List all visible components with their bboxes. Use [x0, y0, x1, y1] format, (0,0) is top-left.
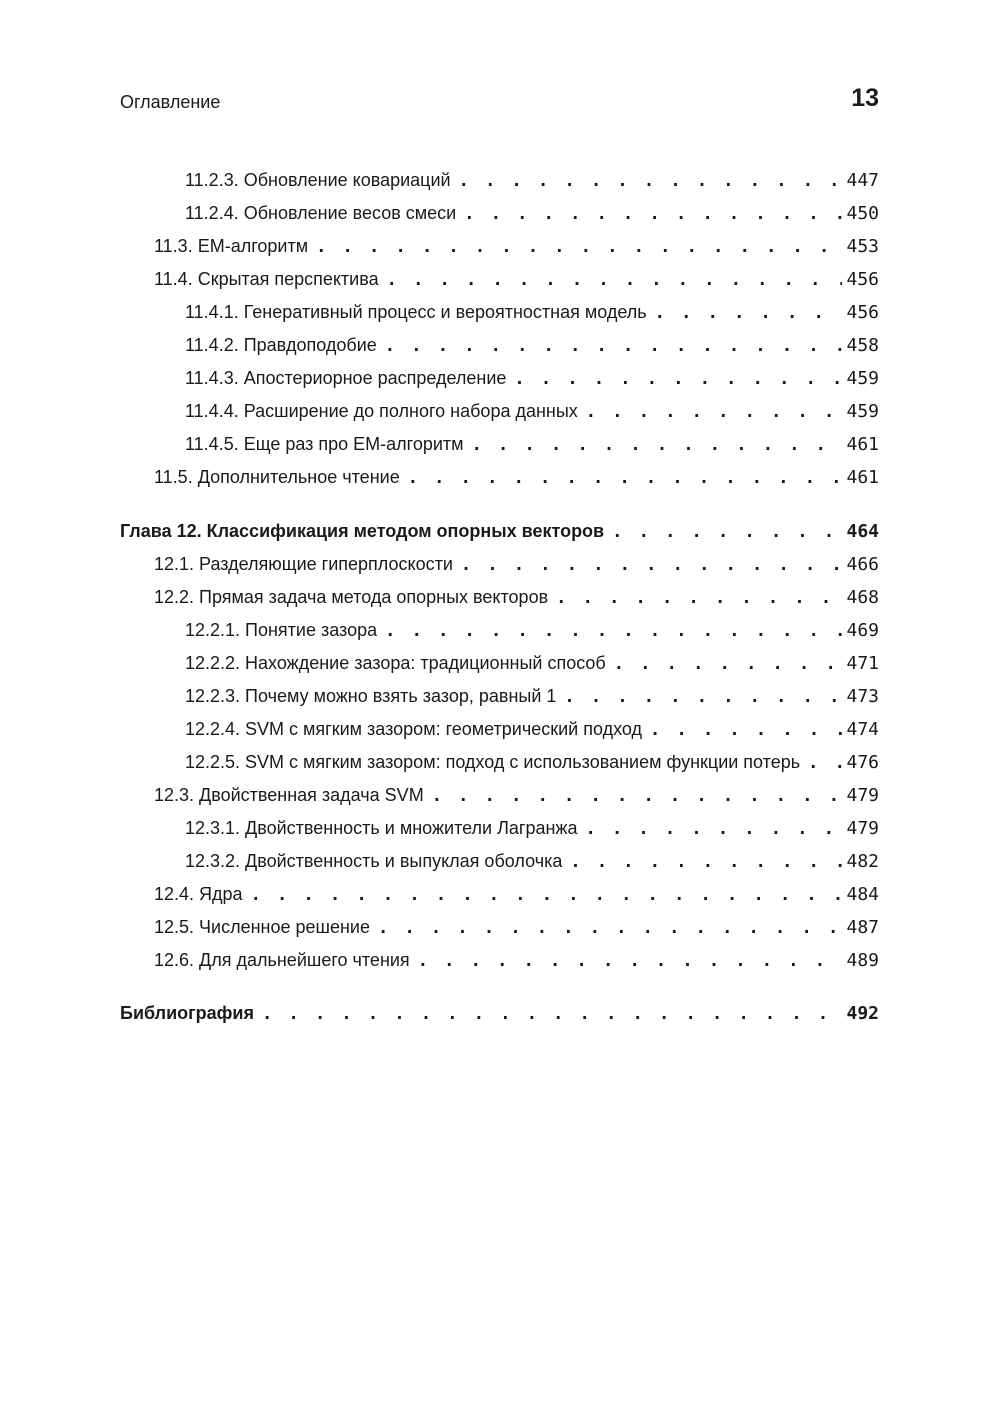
page-header [120, 84, 879, 118]
toc-entry-page: 464 [846, 521, 879, 542]
toc-entry-title: 12.2.2. Нахождение зазора: традиционный способ [185, 653, 606, 673]
toc-entry-title: 11.4.1. Генеративный процесс и вероятностная модель [185, 302, 647, 322]
toc-entry-page: 468 [846, 587, 879, 608]
toc-entry[interactable] [120, 944, 879, 977]
dot-leader [262, 998, 842, 1030]
dot-leader [385, 330, 843, 362]
toc-entry-page: 484 [846, 884, 879, 905]
toc-entry-title: 12.2.4. SVM с мягким зазором: геометрический подход [185, 719, 643, 739]
toc-entry[interactable] [120, 329, 879, 362]
toc-entry[interactable] [120, 581, 879, 614]
toc-entry-title: 11.4.3. Апостериорное распределение [185, 368, 507, 388]
toc-entry[interactable] [120, 614, 879, 647]
toc-entry-page: 482 [846, 851, 879, 872]
toc-entry-title: 11.2.3. Обновление ковариаций [185, 170, 451, 190]
toc-entry-page: 459 [846, 368, 879, 389]
toc-entry-page: 458 [846, 335, 879, 356]
toc-entry-page: 471 [846, 653, 879, 674]
toc-chapter-entry[interactable] [120, 997, 879, 1030]
toc-entry-title: 11.4. Скрытая перспектива [154, 269, 379, 289]
toc-entry-title: 12.6. Для дальнейшего чтения [154, 950, 410, 970]
toc-entry-page: 473 [846, 686, 879, 707]
toc-entry[interactable] [120, 878, 879, 911]
toc-entry[interactable] [120, 911, 879, 944]
dot-leader [614, 648, 843, 680]
toc-entry-title: 11.4.2. Правдоподобие [185, 335, 377, 355]
toc-entry-title: 12.3.2. Двойственность и выпуклая оболочка [185, 851, 563, 871]
toc-entry-title: 12.5. Численное решение [154, 917, 370, 937]
toc-entry-title: 12.1. Разделяющие гиперплоскости [154, 554, 453, 574]
toc-entry-page: 476 [846, 752, 879, 773]
dot-leader [461, 549, 843, 581]
dot-leader [586, 396, 843, 428]
toc-entry[interactable] [120, 713, 879, 746]
toc-entry-page: 447 [846, 170, 879, 191]
toc-entry-title: Глава 12. Классификация методом опорных векторов [120, 521, 605, 541]
toc-entry[interactable] [120, 812, 879, 845]
dot-leader [808, 747, 842, 779]
toc-entry[interactable] [120, 680, 879, 713]
toc-entry-title: 12.2. Прямая задача метода опорных векторов [154, 587, 549, 607]
toc-entry-page: 479 [846, 818, 879, 839]
toc-entry-page: 459 [846, 401, 879, 422]
dot-leader [385, 615, 842, 647]
dot-leader [650, 714, 842, 746]
toc-entry[interactable] [120, 164, 879, 197]
dot-leader [514, 363, 842, 395]
dot-leader [251, 879, 843, 911]
toc-entry-page: 492 [846, 1003, 879, 1024]
toc-entry[interactable] [120, 395, 879, 428]
dot-leader [408, 462, 843, 494]
toc-entry[interactable] [120, 746, 879, 779]
dot-leader [556, 582, 842, 614]
toc-entry-title: 12.2.1. Понятие зазора [185, 620, 378, 640]
dot-leader [585, 813, 842, 845]
dot-leader [387, 264, 843, 296]
toc-entry[interactable] [120, 230, 879, 263]
dot-leader [464, 198, 842, 230]
dot-leader [459, 165, 843, 197]
dot-leader [564, 681, 842, 713]
toc-entry[interactable] [120, 647, 879, 680]
toc-entry-page: 456 [846, 269, 879, 290]
toc-entry-page: 489 [846, 950, 879, 971]
dot-leader [570, 846, 842, 878]
toc-entry[interactable] [120, 461, 879, 494]
toc-entry-page: 474 [846, 719, 879, 740]
toc-entry-page: 450 [846, 203, 879, 224]
dot-leader [432, 780, 843, 812]
table-of-contents [120, 164, 879, 1030]
toc-entry-title: 12.4. Ядра [154, 884, 243, 904]
toc-entry[interactable] [120, 428, 879, 461]
toc-entry[interactable] [120, 197, 879, 230]
toc-entry-page: 456 [846, 302, 879, 323]
page-number: 13 [851, 84, 879, 112]
toc-entry-page: 466 [846, 554, 879, 575]
toc-entry-title: 11.2.4. Обновление весов смеси [185, 203, 457, 223]
toc-entry[interactable] [120, 296, 879, 329]
dot-leader [378, 912, 843, 944]
toc-entry-title: 11.5. Дополнительное чтение [154, 467, 400, 487]
toc-entry-title: 11.4.4. Расширение до полного набора данных [185, 401, 578, 421]
toc-entry-title: 12.3. Двойственная задача SVM [154, 785, 424, 805]
toc-entry-page: 487 [846, 917, 879, 938]
toc-entry-title: 12.2.5. SVM с мягким зазором: подход с использованием функции потерь [185, 752, 801, 772]
toc-entry-page: 461 [846, 434, 879, 455]
toc-entry-page: 479 [846, 785, 879, 806]
toc-chapter-entry[interactable] [120, 515, 879, 548]
dot-leader [472, 429, 843, 461]
toc-entry[interactable] [120, 263, 879, 296]
running-title: Оглавление [120, 92, 221, 112]
toc-entry-title: Библиография [120, 1003, 254, 1023]
toc-entry-page: 469 [846, 620, 879, 641]
dot-leader [655, 297, 843, 329]
dot-leader [316, 231, 842, 263]
toc-entry-title: 11.3. EM-алгоритм [154, 236, 309, 256]
toc-entry[interactable] [120, 779, 879, 812]
toc-entry-page: 461 [846, 467, 879, 488]
toc-entry[interactable] [120, 548, 879, 581]
toc-entry[interactable] [120, 362, 879, 395]
toc-entry[interactable] [120, 845, 879, 878]
toc-entry-title: 11.4.5. Еще раз про EM-алгоритм [185, 434, 464, 454]
dot-leader [418, 945, 843, 977]
toc-entry-page: 453 [846, 236, 879, 257]
toc-entry-title: 12.2.3. Почему можно взять зазор, равный 1 [185, 686, 557, 706]
toc-entry-title: 12.3.1. Двойственность и множители Лагранжа [185, 818, 578, 838]
dot-leader [612, 516, 842, 548]
